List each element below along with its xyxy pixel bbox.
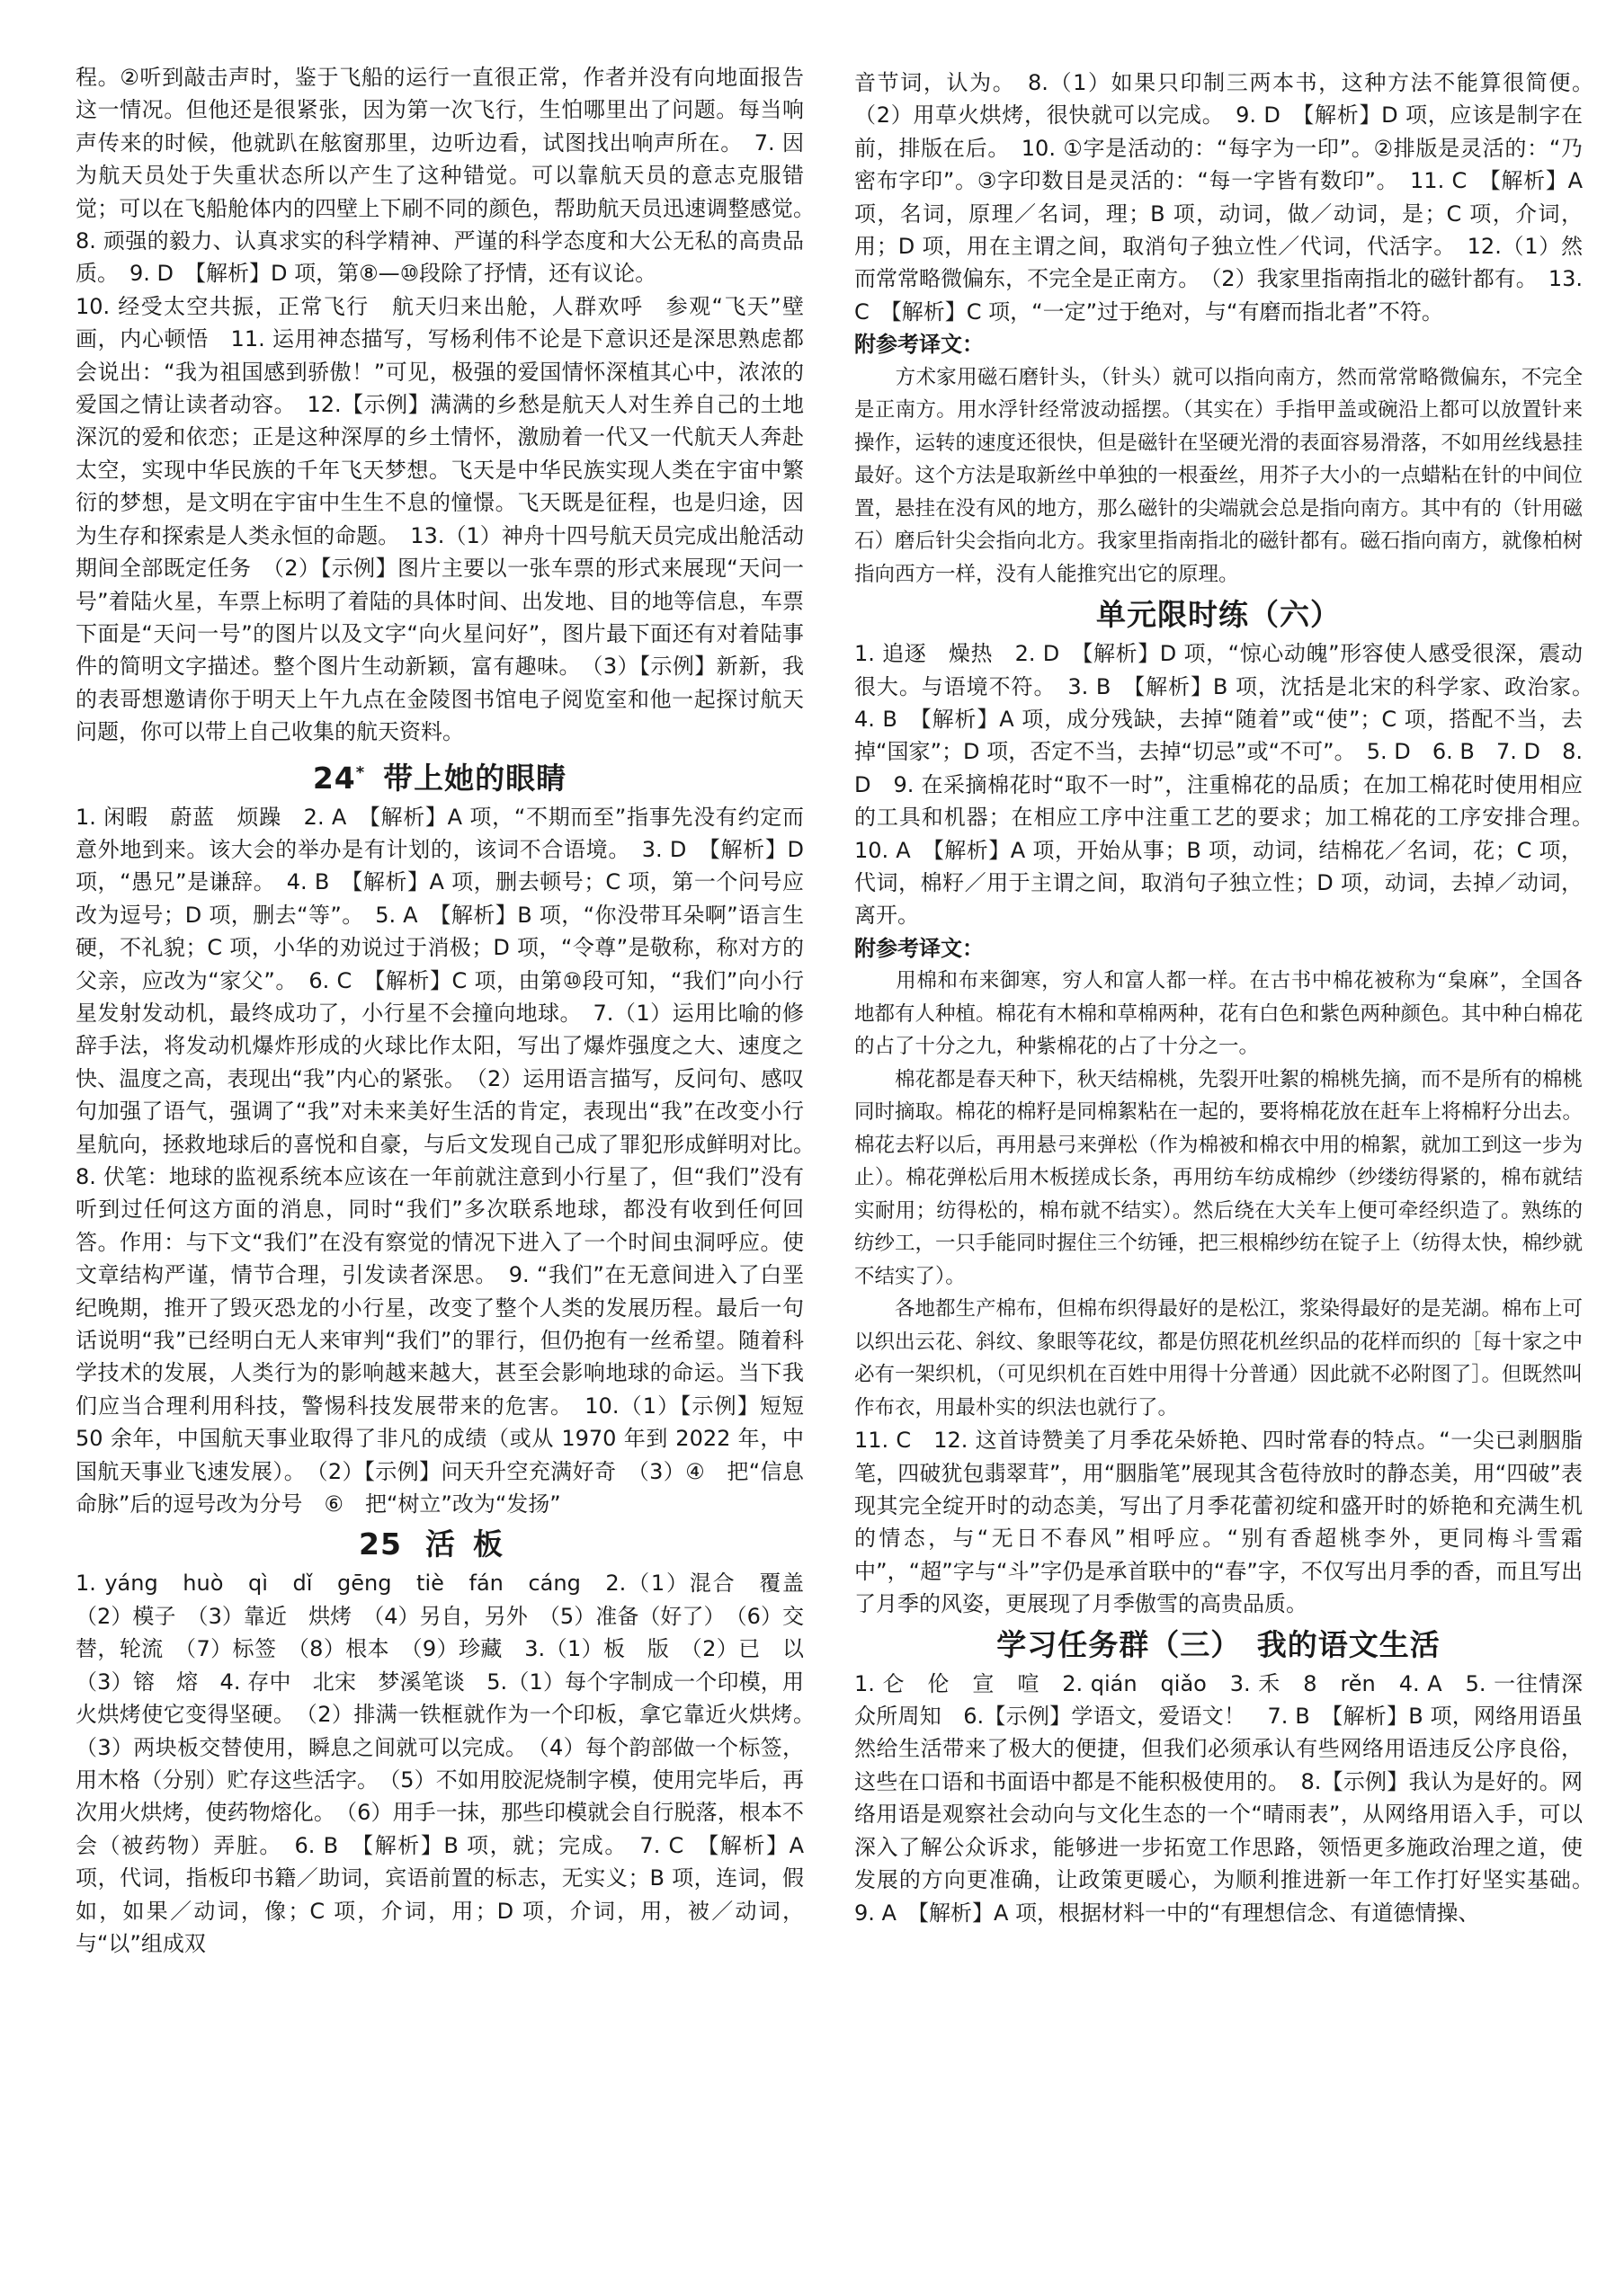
answers-24: 1. 闲暇 蔚蓝 烦躁 2. A 【解析】A 项，“不期而至”指事先没有约定而意外地到来。该大会的举办是有计划的，该词不合语境。 3. D 【解析】D 项，“愚兄”是谦辞。 4. B 【解析】A 项，删去顿号；C 项，第一个问号应改为逗号；D 项，删去“等”。 5. A 【解析】B 项，“你没带耳朵啊”语言生硬，不礼貌；C 项，小华的劝说过于消极；D 项，“令尊”是敬称，称对方的父亲，应改为“家父”。 6. C 【解析】C 项，由第⑩段可知，“我们”向小行星发射发动机，最终成功了，小行星不会撞向地球。 7.（1）运用比喻的修辞手法，将发动机爆炸形成的火球比作太阳，写出了爆炸强度之大、速度之快、温度之高，表现出“我”内心的紧张。 （2）运用语言描写，反问句、感叹句加强了语气，强调了“我”对未来美好生活的肯定，表现出“我”在改变小行星航向，拯救地球后的喜悦和自豪，与后文发现自己成了罪犯形成鲜明对比。 8. 伏笔：地球的监视系统本应该在一年前就注意到小行星了，但“我们”没有听到过任何这方面的消息，同时“我们”多次联系地球，都没有收到任何回答。作用：与下文“我们”在没有察觉的情况下进入了一个时间虫洞呼应。使文章结构严谨，情节合理，引发读者深思。 9. “我们”在无意间进入了白垩纪晚期，推开了毁灭恐龙的小行星，改变了整个人类的发展历程。最后一句话说明“我”已经明白无人来审判“我们”的罪行，但仍抱有一丝希望。随着科学技术的发展，人类行为的影响越来越大，甚至会影响地球的命运。当下我们应当合理利用科技，警惕科技发展带来的危害。 10.（1）【示例】短短 50 余年，中国航天事业取得了非凡的成绩（或从 1970 年到 2022 年，中国航天事业飞速发展）。 （2）【示例】问天升空充满好奇 （3）④ 把“信息命脉”后的逗号改为分号 ⑥ 把“树立”改为“发扬” bbox=[76, 804, 825, 1517]
reference-translation-title-1: 附参考译文： bbox=[854, 332, 984, 358]
lesson-25-title: 活板 bbox=[424, 1526, 521, 1562]
right-column bbox=[854, 67, 1604, 1929]
lesson-24-mark: * bbox=[355, 762, 366, 782]
reference-translation-2-para-3: 各地都生产棉布，但棉布织得最好的是松江，浆染得最好的是芜湖。棉布上可以织出云花、斜纹、象眼等花纹，都是仿照花机丝织品的花样而织的［每十家之中必有一架织机，（可见织机在百姓中用得十分普通）因此就不必附图了］。但既然叫作布衣，用最朴实的织法也就行了。 bbox=[854, 1297, 1584, 1419]
reference-translation-2-para-2: 棉花都是春天种下，秋天结棉桃，先裂开吐絮的棉桃先摘，而不是所有的棉桃同时摘取。棉花的棉籽是同棉絮粘在一起的，要将棉花放在赶车上将棉籽分出去。棉花去籽以后，再用悬弓来弹松（作为棉被和棉衣中用的棉絮，就加工到这一步为止）。棉花弹松后用木板搓成长条，再用纺车纺成棉纱（纱缕纺得紧的，棉布就结实耐用；纺得松的，棉布就不结实）。然后绕在大关车上便可牵经织造了。熟练的纺纱工，一只手能同时握住三个纺锤，把三根棉纱纺在锭子上（纺得太快，棉纱就不结实了）。 bbox=[854, 1067, 1584, 1288]
lesson-24-title: 带上她的眼睛 bbox=[383, 760, 567, 796]
reference-translation-1: 方术家用磁石磨针头，（针头）就可以指向南方，然而常常略微偏东，不完全是正南方。用水浮针经常波动摇摆。（其实在）手指甲盖或碗沿上都可以放置针来操作，运转的速度还很快，但是磁针在坚硬光滑的表面容易滑落，不如用丝线悬挂最好。这个方法是取新丝中单独的一根蚕丝，用芥子大小的一点蜡粘在针的中间位置，悬挂在没有风的地方，那么磁针的尖端就会总是指向南方。其中有的（针用磁石）磨后针尖会指向北方。我家里指南指北的磁针都有。磁石指向南方，就像柏树指向西方一样，没有人能推究出它的原理。 bbox=[854, 365, 1584, 586]
answers-task-group: 1. 仑 伦 宣 喧 2. qián qiǎo 3. 禾 8 rěn 4. A 5. 一往情深 众所周知 6.【示例】学语文，爱语文！ 7. B 【解析】B 项，网络用语虽然给生活带来了极大的便捷，但我们必须承认有些网络用语违反公序良俗，这些在口语和书面语中都是不能积极使用的。 8.【示例】我认为是好的。网络用语是观察社会动向与文化生态的一个“晴雨表”，从网络用语入手，可以深入了解公众诉求，能够进一步拓宽工作思路，领悟更多施政治理之道，使发展的方向更准确，让政策更暖心，为顺利推进新一年工作打好坚实基础。 9. A 【解析】A 项，根据材料一中的“有理想信念、有道德情操、 bbox=[854, 1670, 1604, 1926]
reference-translation-title-2: 附参考译文： bbox=[854, 935, 984, 961]
answers-unit-test: 1. 追逐 燥热 2. D 【解析】D 项，“惊心动魄”形容使人感受很深，震动很大。与语境不符。 3. B 【解析】B 项，沈括是北宋的科学家、政治家。 4. B 【解析】A 项，成分残缺，去掉“随着”或“使”；C 项，搭配不当，去掉“国家”；D 项，否定不当，去掉“切忌”或“不可”。 5. D 6. B 7. D 8. D 9. 在采摘棉花时“取不一时”，注重棉花的品质；在加工棉花时使用相应的工具和机器；在相应工序中注重工艺的要求；加工棉花的工序安排合理。 10. A 【解析】A 项，开始从事；B 项，动词，结棉花／名词，花；C 项，代词，棉籽／用于主谓之间，取消句子独立性；D 项，动词，去掉／动词，离开。 bbox=[854, 641, 1604, 929]
answers-25-continued: 音节词，认为。 8.（1）如果只印制三两本书，这种方法不能算很简便。 （2）用草火烘烤，很快就可以完成。 9. D 【解析】D 项，应该是制字在前，排版在后。 10. ①字是活动的：“每字为一印”。②排版是灵活的：“乃密布字印”。③字印数目是灵活的：“每一字皆有数印”。 11. C 【解析】A 项，名词，原理／名词，理；B 项，动词，做／动词，是；C 项，介词，用；D 项，用在主谓之间，取消句子独立性／代词，代活字。 12.（1）然而常常略微偏东，不完全是正南方。 （2）我家里指南指北的磁针都有。 13. C 【解析】C 项，“一定”过于绝对，与“有磨而指北者”不符。 bbox=[854, 70, 1604, 325]
answers-25: 1. yáng huò qì dǐ gēng tiè fán cáng 2.（1）混合 覆盖 （2）模子 （3）靠近 烘烤 （4）另自，另外 （5）准备（好了） （6）交替，轮流 （7）标签 （8）根本 （9）珍藏 3.（1）板 版 （2）已 以 （3）镕 熔 4. 存中 北宋 梦溪笔谈 5.（1）每个字制成一个印模，用火烘烤使它变得坚硬。 （2）排满一铁框就作为一个印板，拿它靠近火烘烤。 （3）两块板交替使用，瞬息之间就可以完成。 （4）每个韵部做一个标签，用木格（分别）贮存这些活字。 （5）不如用胶泥烧制字模，使用完毕后，再次用火烘烤，使药物熔化。 （6）用手一抹，那些印模就会自行脱落，根本不会（被药物）弄脏。 6. B 【解析】B 项，就；完成。 7. C 【解析】A 项，代词，指板印书籍／助词，宾语前置的标志，无实义；B 项，连词，假如，如果／动词，像；C 项，介词，用；D 项，介词，用，被／动词，与“以”组成双 bbox=[76, 1571, 825, 1956]
heading-task-group-3: 学习任务群（三） 我的语文生活 bbox=[996, 1626, 1441, 1662]
answers-23-part1: 程。②听到敲击声时，鉴于飞船的运行一直很正常，作者并没有向地面报告这一情况。但他还是很紧张，因为第一次飞行，生怕哪里出了问题。每当响声传来的时候，他就趴在舷窗那里，边听边看，试图找出响声所在。 7. 因为航天员处于失重状态所以产生了这种错觉。可以靠航天员的意志克服错觉；可以在飞船舱体内的四壁上下刷不同的颜色，帮助航天员迅速调整感觉。 8. 顽强的毅力、认真求实的科学精神、严谨的科学态度和大公无私的高贵品质。 9. D 【解析】D 项，第⑧—⑩段除了抒情，还有议论。 bbox=[76, 65, 825, 287]
answers-23-part2: 10. 经受太空共振，正常飞行 航天归来出舱，人群欢呼 参观“飞天”壁画，内心顿悟 11. 运用神态描写，写杨利伟不论是下意识还是深思熟虑都会说出：“我为祖国感到骄傲！”可见，极强的爱国情怀深植其心中，浓浓的爱国之情让读者动容。 12.【示例】满满的乡愁是航天人对生养自己的土地深沉的爱和依恋；正是这种深厚的乡土情怀，激励着一代又一代航天人奔赴太空，实现中华民族的千年飞天梦想。飞天是中华民族实现人类在宇宙中繁衍的梦想，是文明在宇宙中生生不息的憧憬。飞天既是征程，也是归途，因为生存和探索是人类永恒的命题。 13.（1）神舟十四号航天员完成出舱活动期间全部既定任务 （2）【示例】图片主要以一张车票的形式来展现“天问一号”着陆火星，车票上标明了着陆的具体时间、出发地、目的地等信息，车票下面是“天问一号”的图片以及文字“向火星问好”，图片最下面还有对着陆事件的简明文字描述。整个图片生动新颖，富有趣味。 （3）【示例】新新，我的表哥想邀请你于明天上午九点在金陵图书馆电子阅览室和他一起探讨航天问题，你可以带上自己收集的航天资料。 bbox=[76, 293, 804, 745]
lesson-24-number: 24 bbox=[312, 760, 356, 796]
heading-lesson-25 bbox=[76, 1524, 804, 1565]
heading-lesson-24 bbox=[76, 752, 804, 799]
left-column bbox=[76, 61, 825, 1960]
heading-unit-test-6: 单元限时练（六） bbox=[1096, 597, 1341, 633]
reference-translation-2-para-1: 用棉和布来御寒，穷人和富人都一样。在古书中棉花被称为“枲麻”，全国各地都有人种植。棉花有木棉和草棉两种，花有白色和紫色两种颜色。其中种白棉花的占了十分之九，种紫棉花的占了十分之一。 bbox=[854, 969, 1584, 1059]
answers-unit-test-end: 11. C 12. 这首诗赞美了月季花朵娇艳、四时常春的特点。“一尖已剥胭脂笔，四破犹包翡翠茸”，用“胭脂笔”展现其含苞待放时的静态美，用“四破”表现其完全绽开时的动态美，写出了月季花蕾初绽和盛开时的娇艳和充满生机的情态，与“无日不春风”相呼应。“别有香超桃李外，更同梅斗雪霜中”，“超”字与“斗”字仍是承首联中的“春”字，不仅写出月季的香，而且写出了月季的风姿，更展现了月季傲雪的高贵品质。 bbox=[854, 1428, 1583, 1617]
lesson-25-number: 25 bbox=[359, 1526, 402, 1562]
